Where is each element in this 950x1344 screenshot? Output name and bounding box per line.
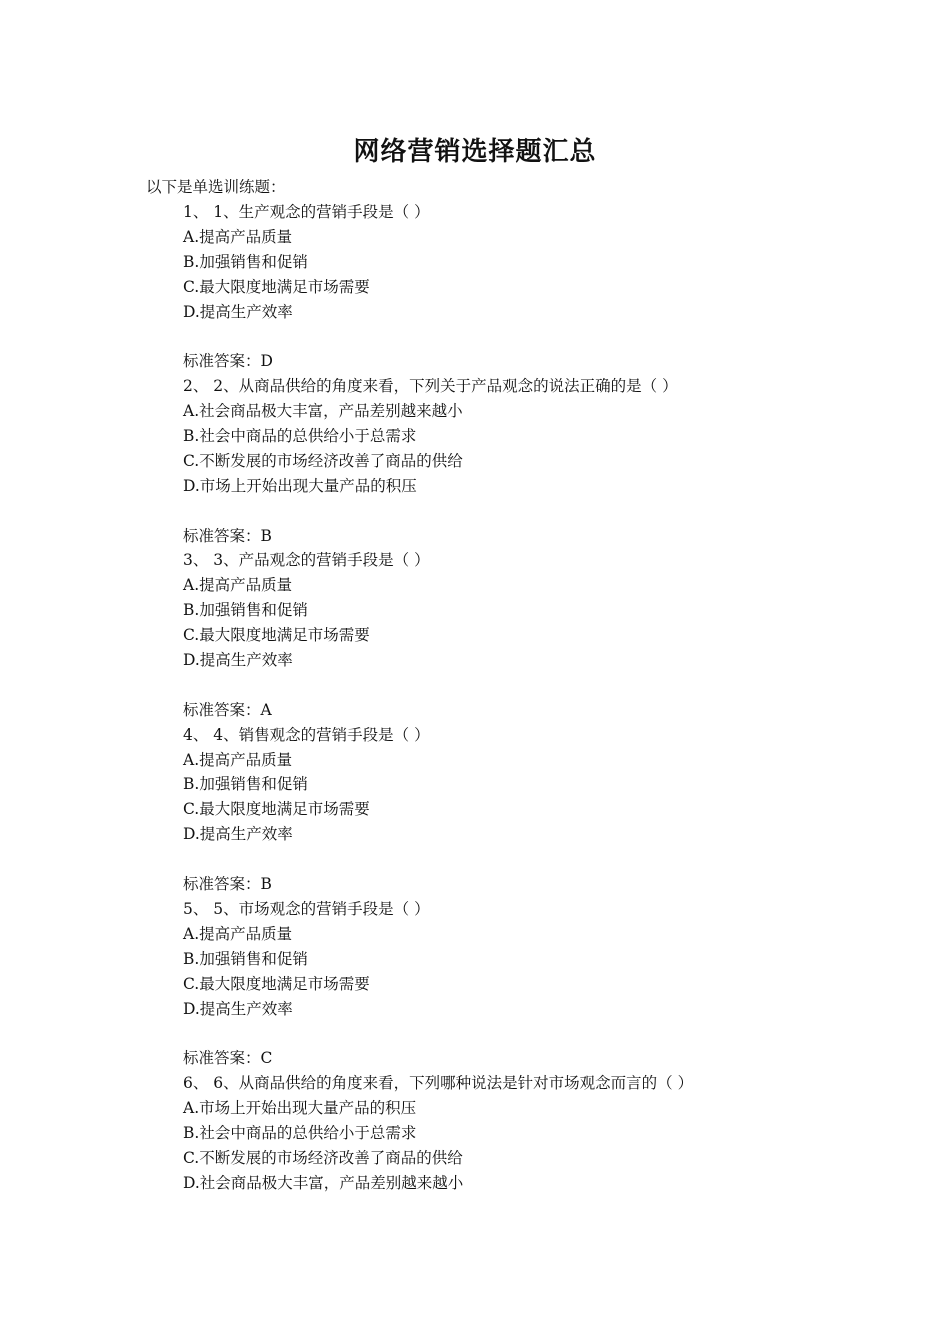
- question-option: C.最大限度地满足市场需要: [183, 974, 370, 993]
- document-title: 网络营销选择题汇总: [353, 137, 597, 167]
- question-option: B.社会中商品的总供给小于总需求: [183, 1123, 417, 1142]
- question-option: A.提高产品质量: [183, 576, 293, 595]
- question-option: D.提高生产效率: [183, 302, 293, 321]
- question-option: C.不断发展的市场经济改善了商品的供给: [183, 451, 463, 470]
- question-list: [183, 200, 903, 1196]
- question-stem: 1、 1、生产观念的营销手段是（ ）: [183, 203, 430, 221]
- question-option: A.市场上开始出现大量产品的积压: [183, 1099, 417, 1118]
- question-option: D.社会商品极大丰富，产品差别越来越小: [183, 1173, 464, 1192]
- standard-answer: 标准答案：C: [183, 1049, 273, 1068]
- question-option: C.最大限度地满足市场需要: [183, 626, 370, 645]
- question-option: A.提高产品质量: [183, 227, 293, 246]
- question-block: [183, 723, 903, 897]
- blank-line: [183, 324, 903, 349]
- question-block: [183, 200, 903, 374]
- question-option: D.提高生产效率: [183, 825, 293, 844]
- question-option: A.提高产品质量: [183, 924, 293, 943]
- standard-answer: 标准答案：A: [183, 700, 272, 719]
- question-option: B.加强销售和促销: [183, 775, 308, 794]
- question-option: C.最大限度地满足市场需要: [183, 800, 370, 819]
- question-block: [183, 897, 903, 1071]
- question-stem: 3、 3、产品观念的营销手段是（ ）: [183, 551, 430, 570]
- standard-answer: 标准答案：B: [183, 526, 272, 545]
- question-stem: 5、 5、市场观念的营销手段是（ ）: [183, 899, 430, 918]
- question-stem: 2、 2、从商品供给的角度来看，下列关于产品观念的说法正确的是（ ）: [183, 377, 678, 396]
- question-option: B.加强销售和促销: [183, 949, 308, 968]
- question-block: [183, 374, 903, 548]
- question-block: [183, 548, 903, 722]
- standard-answer: 标准答案：B: [183, 875, 272, 894]
- question-option: D.提高生产效率: [183, 651, 293, 670]
- question-option: C.不断发展的市场经济改善了商品的供给: [183, 1148, 463, 1167]
- question-option: A.提高产品质量: [183, 750, 293, 769]
- question-option: B.加强销售和促销: [183, 252, 308, 271]
- question-stem: 4、 4、销售观念的营销手段是（ ）: [183, 725, 430, 744]
- question-option: D.市场上开始出现大量产品的积压: [183, 476, 417, 495]
- question-option: B.社会中商品的总供给小于总需求: [183, 427, 417, 446]
- question-block: [183, 1071, 903, 1195]
- blank-line: [183, 847, 903, 872]
- question-option: C.最大限度地满足市场需要: [183, 277, 370, 296]
- blank-line: [183, 1021, 903, 1046]
- standard-answer: 标准答案：D: [183, 352, 273, 371]
- question-option: A.社会商品极大丰富，产品差别越来越小: [183, 402, 463, 421]
- intro-text: 以下是单选训练题：: [146, 178, 286, 196]
- question-stem: 6、 6、从商品供给的角度来看，下列哪种说法是针对市场观念而言的（ ）: [183, 1074, 694, 1093]
- question-option: D.提高生产效率: [183, 999, 293, 1018]
- blank-line: [183, 673, 903, 698]
- question-option: B.加强销售和促销: [183, 601, 308, 620]
- blank-line: [183, 499, 903, 524]
